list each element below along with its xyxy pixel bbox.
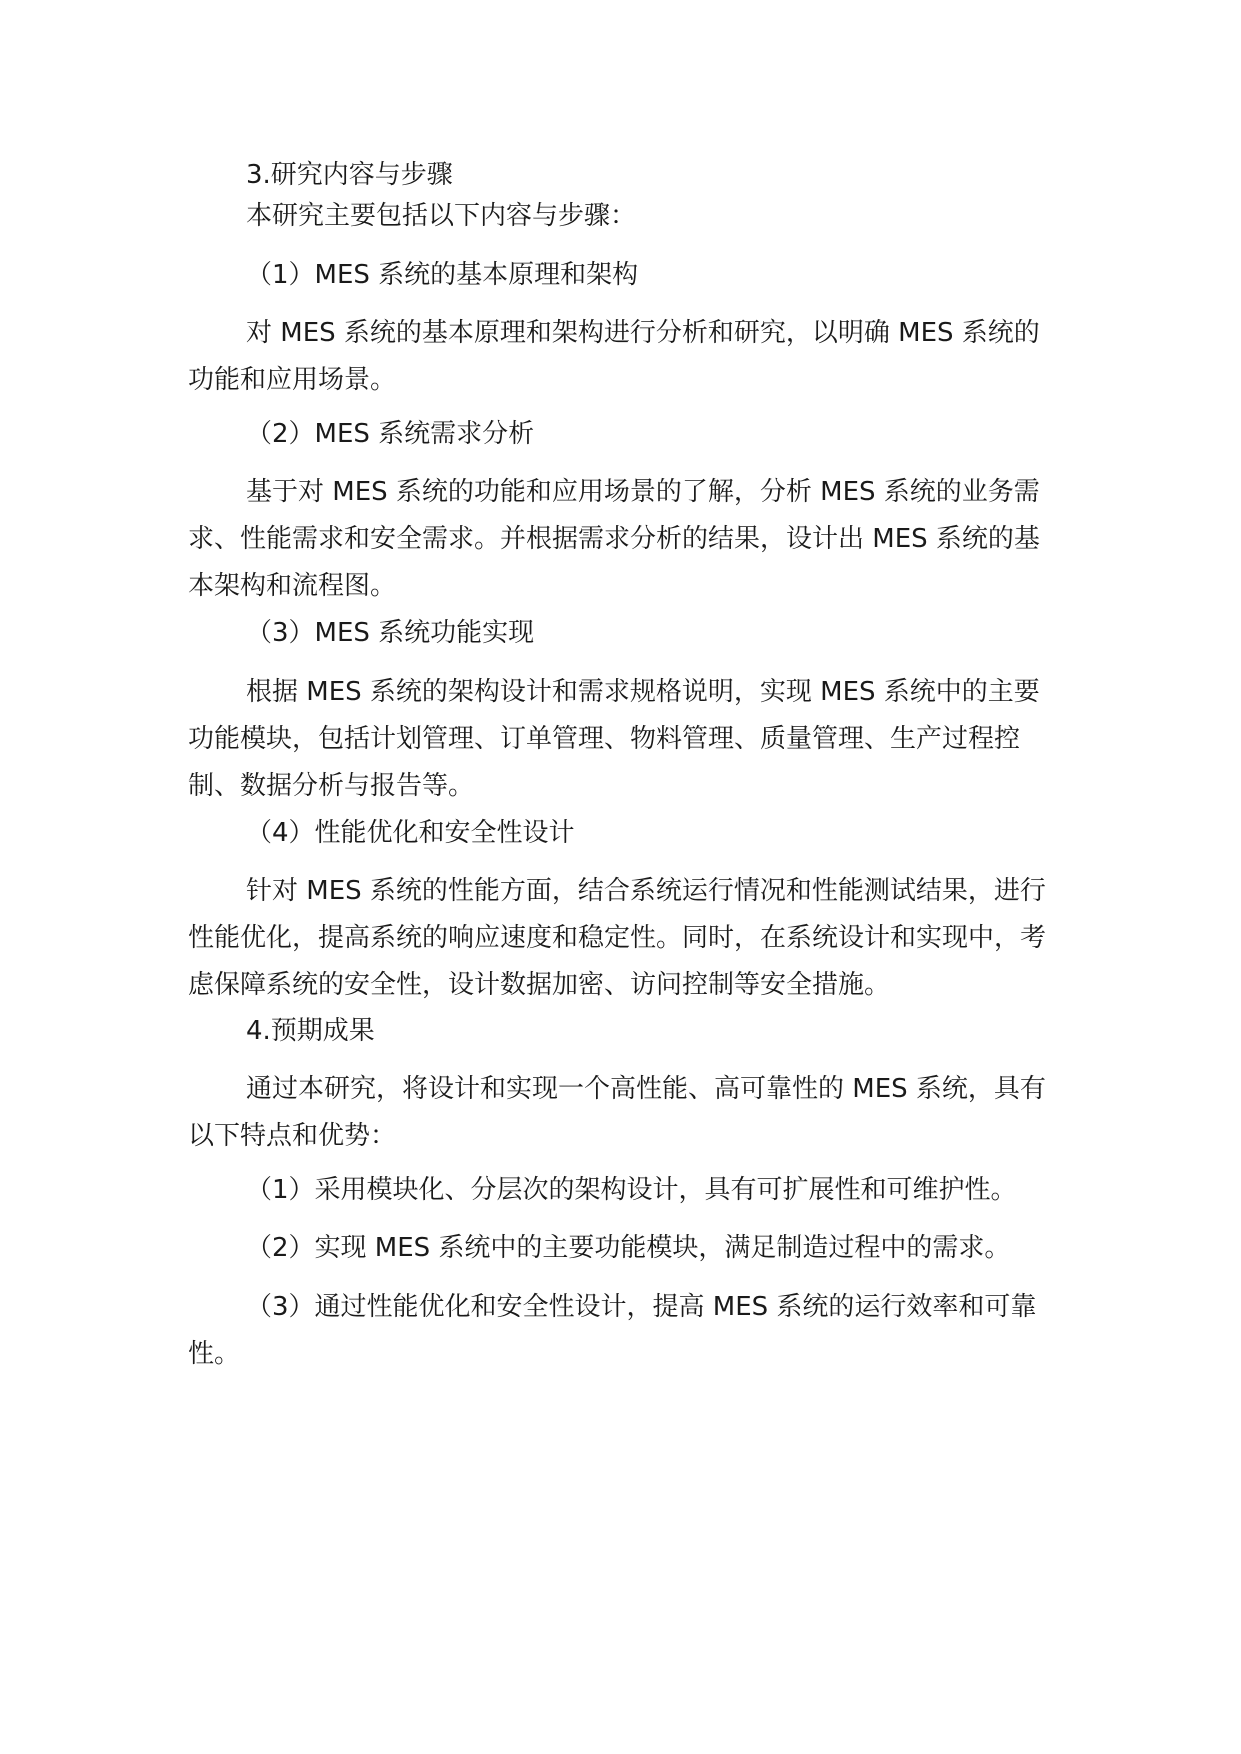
feature-item-1: （1）采用模块化、分层次的架构设计，具有可扩展性和可维护性。 (246, 1175, 1017, 1205)
subheading-item-2: （2）MES 系统需求分析 (246, 419, 535, 449)
research-intro-paragraph: 本研究主要包括以下内容与步骤： (246, 201, 637, 231)
item-3-paragraph: 根据 MES 系统的架构设计和需求规格说明，实现 MES 系统中的主要功能模块，包括计划管理、订单管理、物料管理、质量管理、生产过程控制、数据分析与报告等。 (188, 677, 1040, 801)
expected-results-paragraph: 通过本研究，将设计和实现一个高性能、高可靠性的 MES 系统，具有以下特点和优势： (188, 1074, 1046, 1151)
item-4-paragraph: 针对 MES 系统的性能方面，结合系统运行情况和性能测试结果，进行性能优化，提高系统的响应速度和稳定性。同时，在系统设计和实现中，考虑保障系统的安全性，设计数据加密、访问控制等安全措施。 (188, 876, 1047, 1000)
item-2-paragraph: 基于对 MES 系统的功能和应用场景的了解，分析 MES 系统的业务需求、性能需求和安全需求。并根据需求分析的结果，设计出 MES 系统的基本架构和流程图。 (188, 477, 1040, 601)
feature-item-3: （3）通过性能优化和安全性设计，提高 MES 系统的运行效率和可靠性。 (188, 1292, 1037, 1369)
subheading-item-1: （1）MES 系统的基本原理和架构 (246, 260, 639, 290)
item-1-paragraph: 对 MES 系统的基本原理和架构进行分析和研究，以明确 MES 系统的功能和应用场景。 (188, 318, 1040, 395)
section-heading-expected-results: 4.预期成果 (246, 1016, 375, 1046)
feature-item-2: （2）实现 MES 系统中的主要功能模块，满足制造过程中的需求。 (246, 1233, 1011, 1263)
section-heading-research-content: 3.研究内容与步骤 (246, 160, 453, 190)
subheading-item-3: （3）MES 系统功能实现 (246, 618, 535, 648)
subheading-item-4: （4）性能优化和安全性设计 (246, 818, 575, 848)
